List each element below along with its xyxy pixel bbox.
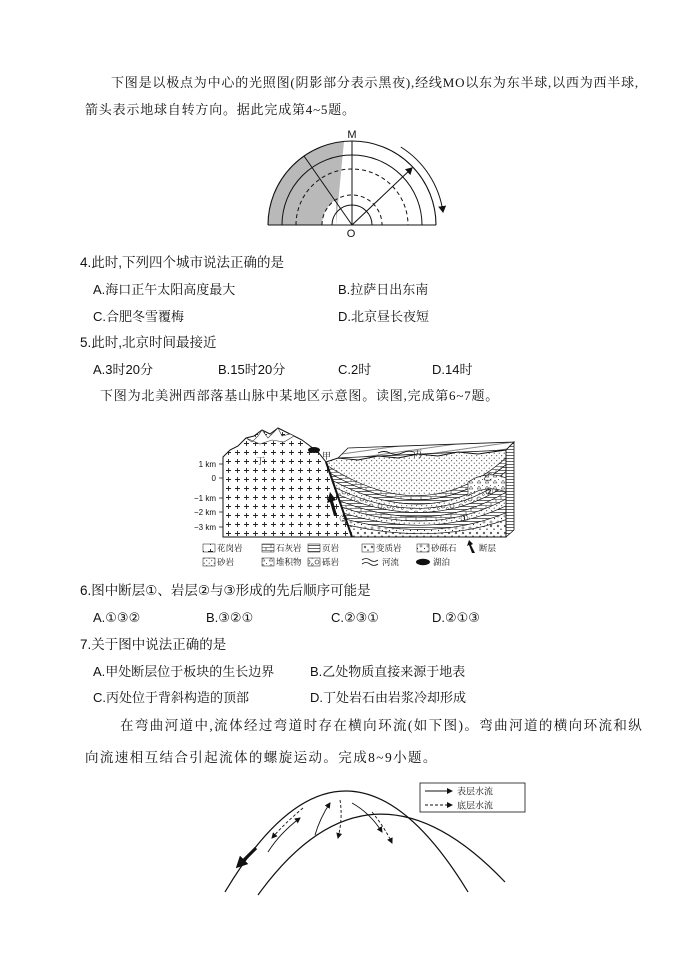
q7-option-d: D.丁处岩石由岩浆冷却形成 xyxy=(310,690,467,705)
legend-label: 页岩 xyxy=(322,543,340,553)
scale-label: 1 km xyxy=(198,460,216,469)
q5-option-d: D.14时 xyxy=(432,362,473,377)
q7-option-b: B.乙处物质直接来源于地表 xyxy=(310,664,466,679)
intro-questions-6-7: 下图为北美洲西部落基山脉中某地区示意图。读图,完成第6~7题。 xyxy=(100,388,500,403)
legend-swatch-gravel xyxy=(417,544,429,552)
right-face xyxy=(506,442,514,537)
question-6-stem: 6.图中断层①、岩层②与③形成的先后顺序可能是 xyxy=(80,583,371,598)
label-jia: 甲 xyxy=(322,451,332,461)
lake xyxy=(308,447,320,453)
label-stratum-2: ② xyxy=(485,487,494,498)
legend-label: 底层水流 xyxy=(457,800,494,811)
legend-label: 变质岩 xyxy=(376,543,402,553)
legend-label: 湖泊 xyxy=(433,557,451,567)
legend-lake-icon xyxy=(416,559,430,565)
legend-label: 石灰岩 xyxy=(276,543,302,553)
q4-option-d: D.北京昼长夜短 xyxy=(338,309,430,324)
q5-option-c: C.2时 xyxy=(338,362,372,377)
legend-label: 断层 xyxy=(479,543,497,553)
surface-flow-arrow xyxy=(315,803,330,835)
q6-option-d: D.②①③ xyxy=(432,610,480,625)
legend-label: 河流 xyxy=(382,557,400,567)
legend-river-icon xyxy=(362,559,378,566)
question-7-stem: 7.关于图中说法正确的是 xyxy=(80,637,227,652)
bottom-flow-arrow xyxy=(272,808,303,838)
label-m: M xyxy=(347,129,357,141)
legend-swatch-sandstone xyxy=(203,558,215,566)
label-o: O xyxy=(346,228,356,240)
scale-label: 0 xyxy=(211,474,216,483)
bottom-flow-arrow xyxy=(338,800,341,838)
q5-option-a: A.3时20分 xyxy=(93,362,153,377)
q4-option-b: B.拉萨日出东南 xyxy=(338,282,429,297)
polar-illumination-diagram xyxy=(262,128,448,240)
legend-swatch-granite xyxy=(203,544,215,552)
legend-label: 表层水流 xyxy=(457,786,494,797)
q7-option-a: A.甲处断层位于板块的生长边界 xyxy=(93,664,275,679)
legend-swatch-limestone xyxy=(262,544,274,552)
label-stratum-3: ③ xyxy=(339,514,348,525)
q6-option-c: C.②③① xyxy=(331,610,379,625)
question-5-stem: 5.此时,北京时间最接近 xyxy=(80,335,217,350)
legend-swatch-shale xyxy=(308,544,320,552)
scale-label: −2 km xyxy=(193,508,216,517)
surface-flow-arrow xyxy=(268,818,300,852)
main-flow-direction-arrow xyxy=(240,848,256,864)
legend-label: 堆积物 xyxy=(276,557,302,567)
rotation-arrow xyxy=(401,147,443,212)
label-yi: 乙 xyxy=(483,472,493,482)
inner-bank xyxy=(258,814,505,895)
label-stratum-1: ① xyxy=(460,514,469,525)
q5-option-b: B.15时20分 xyxy=(218,362,286,377)
legend-label: 砾岩 xyxy=(322,557,340,567)
rocky-mountain-block-diagram xyxy=(188,412,518,574)
q4-option-c: C.合肥冬雪覆梅 xyxy=(93,309,185,324)
q6-option-a: A.①③② xyxy=(93,610,141,625)
q7-option-c: C.丙处位于背斜构造的顶部 xyxy=(93,690,250,705)
rock-legend xyxy=(203,540,497,567)
legend-swatch-deposit xyxy=(262,558,274,566)
label-bing: 丙 xyxy=(413,449,423,459)
legend-swatch-metamorphic xyxy=(362,544,374,552)
river-bend-diagram xyxy=(210,778,530,898)
intro-questions-4-5: 下图是以极点为中心的光照图(阴影部分表示黑夜),经线MO以东为东半球,以西为西半球,箭头表示地球自转方向。据此完成第4~5题。 xyxy=(85,75,639,117)
scale-label: −1 km xyxy=(193,494,216,503)
scale-ticks xyxy=(219,464,223,527)
legend-label: 砂砾石 xyxy=(431,543,457,553)
legend-label: 花岗岩 xyxy=(217,543,243,553)
scale-label: −3 km xyxy=(193,523,216,532)
legend-label: 砂岩 xyxy=(217,557,235,567)
flow-legend xyxy=(420,783,525,812)
label-ding: 丁 xyxy=(256,456,266,466)
legend-fault-icon xyxy=(467,540,475,553)
q4-option-a: A.海口正午太阳高度最大 xyxy=(93,282,236,297)
depth-scale xyxy=(194,460,223,532)
q6-option-b: B.③②① xyxy=(206,610,254,625)
intro-questions-8-9: 在弯曲河道中,流体经过弯道时存在横向环流(如下图)。弯曲河道的横向环流和纵向流速相互结合引起流体的螺旋运动。完成8~9小题。 xyxy=(85,718,644,765)
legend-swatch-conglomerate xyxy=(308,558,320,566)
question-4-stem: 4.此时,下列四个城市说法正确的是 xyxy=(80,255,285,270)
bottom-flow-arrow xyxy=(372,812,392,843)
